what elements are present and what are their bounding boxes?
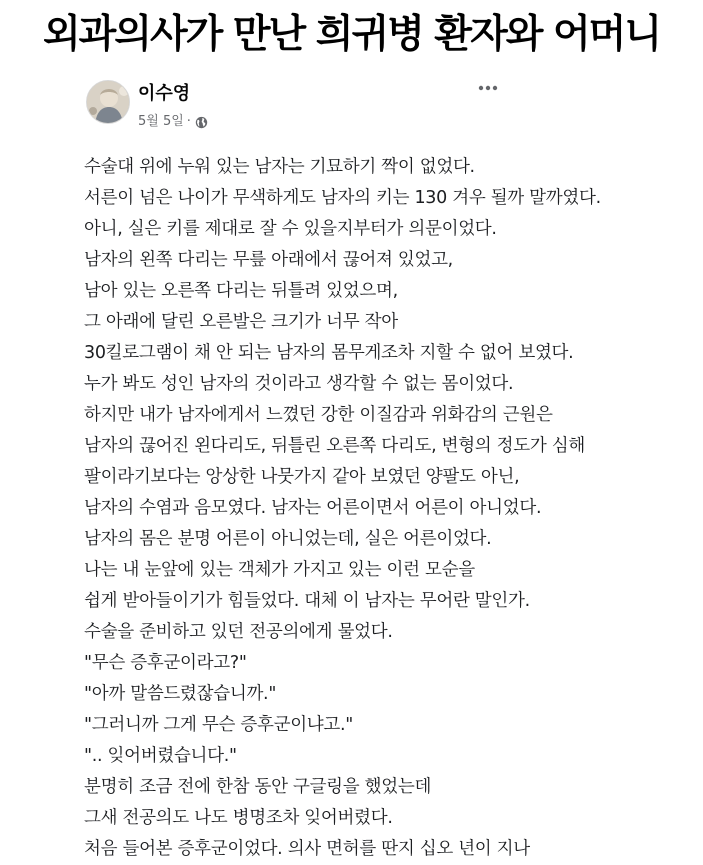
post-line: 수술을 준비하고 있던 전공의에게 물었다. <box>84 622 393 642</box>
post-line: 처음 들어본 증후군이었다. 의사 면허를 딴지 십오 년이 지나 <box>84 839 530 859</box>
globe-icon <box>195 116 208 129</box>
post-line: 남자의 몸은 분명 어른이 아니었는데, 실은 어른이었다. <box>84 529 492 549</box>
post-line: 나는 내 눈앞에 있는 객체가 가지고 있는 이런 모순을 <box>84 560 475 580</box>
post-line: 수술대 위에 누워 있는 남자는 기묘하기 짝이 없었다. <box>84 157 475 177</box>
post-line: 남자의 왼쪽 다리는 무릎 아래에서 끊어져 있었고, <box>84 250 453 270</box>
page-headline: 외과의사가 만난 희귀병 환자와 어머니 <box>42 12 661 57</box>
post-line: 아니, 실은 키를 제대로 잘 수 있을지부터가 의문이었다. <box>84 219 497 239</box>
post-line: 팔이라기보다는 앙상한 나뭇가지 같아 보였던 양팔도 아닌, <box>84 467 520 487</box>
post-line: 그 아래에 달린 오른발은 크기가 너무 작아 <box>84 312 398 332</box>
author-avatar[interactable] <box>86 80 130 124</box>
post-line: 쉽게 받아들이기가 힘들었다. 대체 이 남자는 무어란 말인가. <box>84 591 530 611</box>
post-line: 분명히 조금 전에 한참 동안 구글링을 했었는데 <box>84 777 432 797</box>
post-line: 하지만 내가 남자에게서 느꼈던 강한 이질감과 위화감의 근원은 <box>84 405 553 425</box>
post-line: 서른이 넘은 나이가 무색하게도 남자의 키는 130 겨우 될까 말까였다. <box>84 188 601 208</box>
post-line: 남자의 수염과 음모였다. 남자는 어른이면서 어른이 아니었다. <box>84 498 542 518</box>
meta-separator: · <box>186 114 191 129</box>
more-options-icon <box>478 85 498 91</box>
post-line: "무슨 증후군이라고?" <box>84 653 247 673</box>
post-author-name[interactable]: 이수영 <box>138 83 191 104</box>
post-line: "아까 말씀드렸잖습니까." <box>84 684 277 704</box>
post-line: 남자의 끊어진 왼다리도, 뒤틀린 오른쪽 다리도, 변형의 정도가 심해 <box>84 436 585 456</box>
post-line: 30킬로그램이 채 안 되는 남자의 몸무게조차 지할 수 없어 보였다. <box>84 343 574 363</box>
post-body <box>84 152 684 865</box>
post-line: 그새 전공의도 나도 병명조차 잊어버렸다. <box>84 808 393 828</box>
post-meta <box>138 112 208 132</box>
more-options-button[interactable] <box>474 78 502 98</box>
post-line: ".. 잊어버렸습니다." <box>84 746 237 766</box>
avatar-photo-icon <box>87 81 130 124</box>
post-line: "그러니까 그게 무슨 증후군이냐고." <box>84 715 354 735</box>
post-line: 누가 봐도 성인 남자의 것이라고 생각할 수 없는 몸이었다. <box>84 374 514 394</box>
post-line: 남아 있는 오른쪽 다리는 뒤틀려 있었으며, <box>84 281 398 301</box>
post-date[interactable]: 5월 5일 <box>138 114 184 129</box>
